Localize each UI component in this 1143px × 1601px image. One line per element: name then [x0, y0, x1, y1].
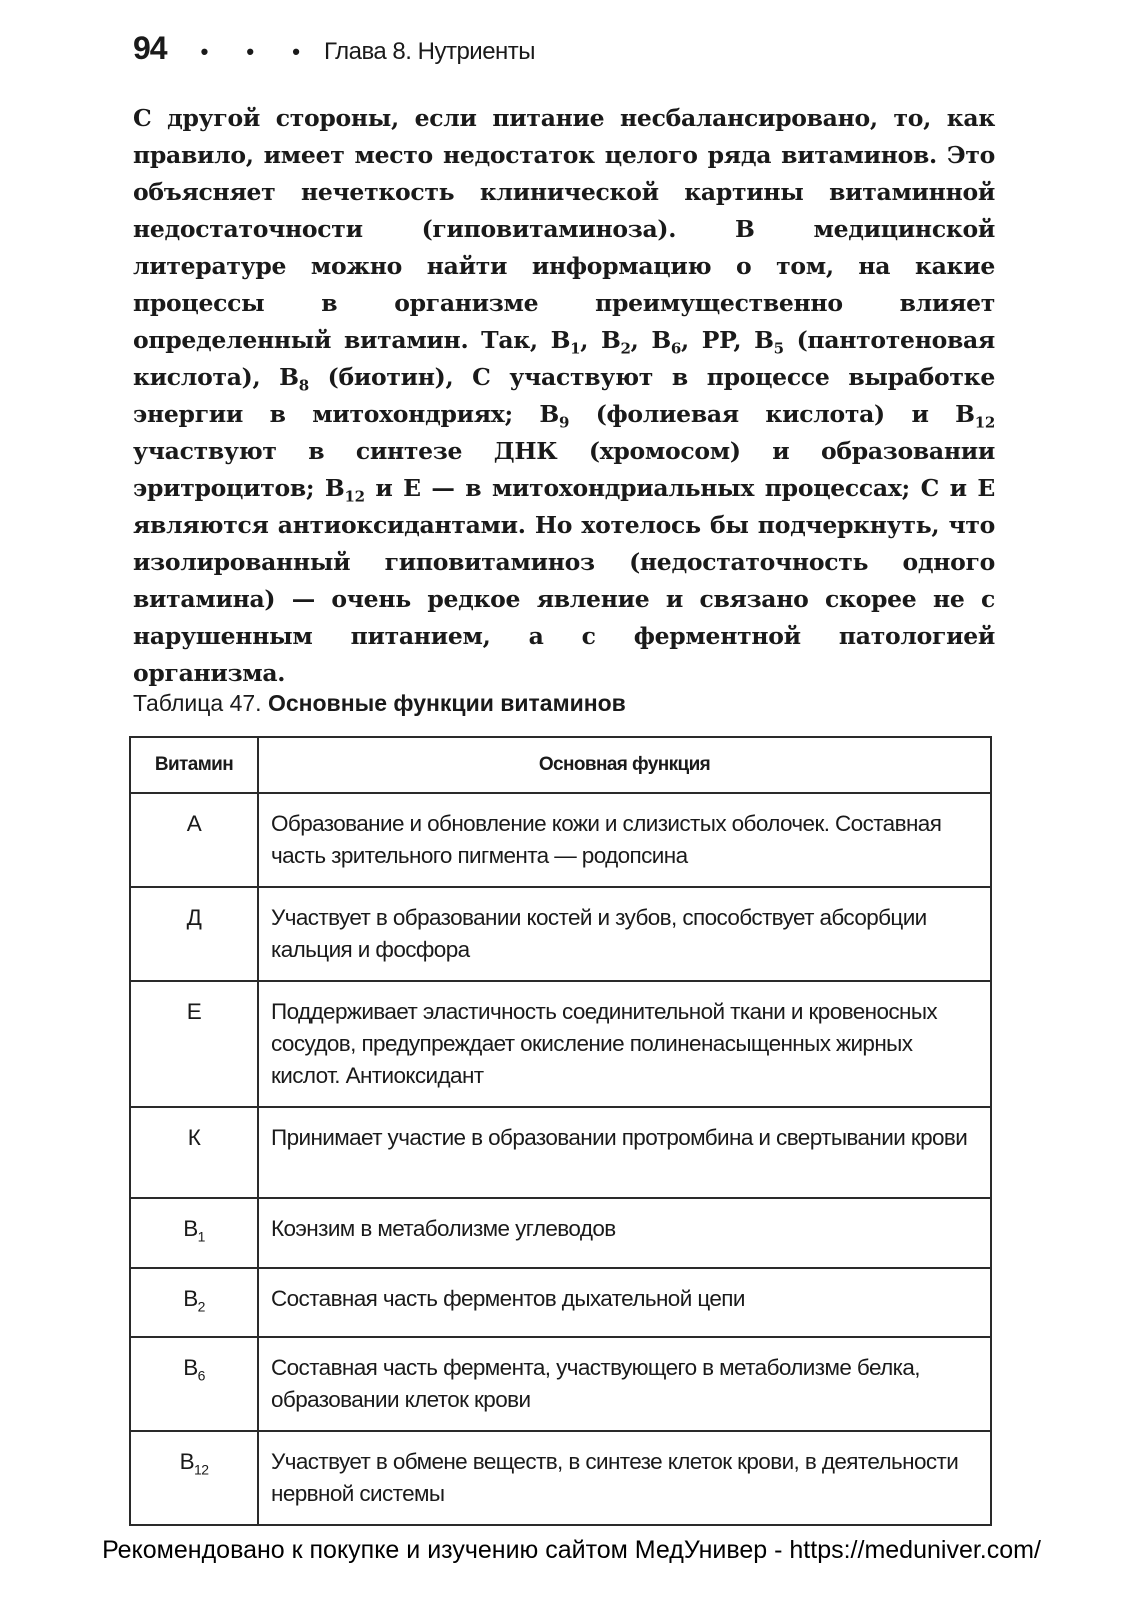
function-cell: Поддерживает эластичность соединительной ткани и кровеносных сосудов, предупреждает окисление полиненасыщенных жирных кислот. Антиоксидант — [258, 981, 991, 1107]
function-cell: Участвует в обмене веществ, в синтезе клеток крови, в деятельности нервной системы — [258, 1431, 991, 1525]
chapter-title: Глава 8. Нутриенты — [323, 38, 536, 65]
body-text-part: , PP, B — [681, 326, 774, 354]
page-number: 94 — [133, 30, 167, 66]
body-text-part: (биотин), С участвуют в процессе выработке энергии в митохондриях; B — [133, 363, 995, 428]
footer-note: Рекомендовано к покупке и изучению сайтом МедУнивер - https://meduniver.com/ — [102, 1536, 1041, 1564]
vitamin-sub: 2 — [197, 1298, 205, 1314]
column-header-function: Основная функция — [258, 737, 991, 793]
vitamin-letter: Д — [186, 905, 202, 930]
function-cell: Образование и обновление кожи и слизистых оболочек. Составная часть зрительного пигмента — родопсина — [258, 793, 991, 887]
subscript: 9 — [558, 413, 570, 432]
vitamin-cell — [130, 887, 258, 981]
subscript: 8 — [298, 376, 309, 395]
body-text-part: , B — [630, 326, 671, 354]
vitamin-cell — [130, 793, 258, 887]
vitamin-table — [129, 736, 992, 1526]
subscript: 6 — [670, 339, 682, 358]
caption-title: Основные функции витаминов — [267, 690, 626, 716]
subscript: 12 — [974, 413, 995, 432]
column-header-vitamin: Витамин — [130, 737, 258, 793]
table-row — [130, 1337, 991, 1431]
vitamin-sub: 6 — [197, 1367, 205, 1384]
vitamin-letter: B — [183, 1285, 198, 1311]
body-text-part: , B — [580, 326, 621, 354]
function-cell: Участвует в образовании костей и зубов, способствует абсорбции кальция и фосфора — [258, 887, 991, 981]
function-cell: Коэнзим в метаболизме углеводов — [258, 1198, 991, 1268]
body-text-part: С другой стороны, если питание несбалансировано, то, как правило, имеет место недостаток целого ряда витаминов. Это объясняет нечеткость клинической картины витаминной недостаточности (гиповитаминоза). В медицинской литературе можно найти информацию о том, на какие процессы в организме преимущественно влияет определенный витамин. Так, B — [133, 104, 995, 354]
subscript: 1 — [570, 339, 581, 358]
table-header-row — [130, 737, 991, 793]
table-row — [130, 1198, 991, 1268]
header-dots: • • • — [200, 39, 316, 64]
body-text-part: и E — в митохондриальных процессах; С и Е являются антиоксидантами. Но хотелось бы подчеркнуть, что изолированный гиповитаминоз (недостаточность одного витамина) — очень редкое явление и связано скорее не с нарушенным питанием, а с ферментной патологией организма. — [133, 474, 996, 687]
vitamin-letter: Е — [186, 999, 202, 1024]
subscript: 5 — [773, 339, 784, 358]
body-text-part: участвуют в синтезе ДНК (хромосом) и образовании эритроцитов; B — [133, 437, 995, 502]
table-row — [130, 793, 991, 887]
vitamin-letter: B — [183, 1216, 198, 1241]
vitamin-sub: 12 — [194, 1461, 209, 1478]
table-row — [130, 887, 991, 981]
table-caption — [133, 690, 626, 717]
vitamin-cell — [130, 1107, 258, 1198]
vitamin-cell — [130, 1431, 258, 1525]
body-text-part: (пантотеновая кислота), B — [133, 326, 995, 391]
vitamin-cell — [130, 1198, 258, 1268]
caption-prefix: Таблица 47. — [133, 690, 262, 716]
subscript: 12 — [344, 487, 365, 506]
vitamin-letter: B — [183, 1355, 198, 1380]
table-row — [130, 1431, 991, 1525]
function-cell: Составная часть фермента, участвующего в метаболизме белка, образовании клеток крови — [258, 1337, 991, 1431]
table-row — [130, 1268, 991, 1338]
vitamin-cell — [130, 1337, 258, 1431]
page-header — [133, 30, 535, 67]
function-cell: Составная часть ферментов дыхательной цепи — [258, 1268, 991, 1338]
body-paragraph — [133, 100, 995, 692]
vitamin-sub: 1 — [197, 1228, 205, 1245]
vitamin-letter: К — [187, 1125, 201, 1150]
table-row — [130, 1107, 991, 1198]
subscript: 2 — [620, 339, 631, 358]
body-text-part: (фолиевая кислота) и B — [569, 400, 975, 428]
vitamin-cell — [130, 981, 258, 1107]
vitamin-letter: А — [186, 811, 202, 836]
vitamin-cell — [130, 1268, 258, 1338]
table-row — [130, 981, 991, 1107]
function-cell: Принимает участие в образовании протромбина и свертывании крови — [258, 1107, 991, 1198]
vitamin-letter: B — [179, 1449, 195, 1474]
